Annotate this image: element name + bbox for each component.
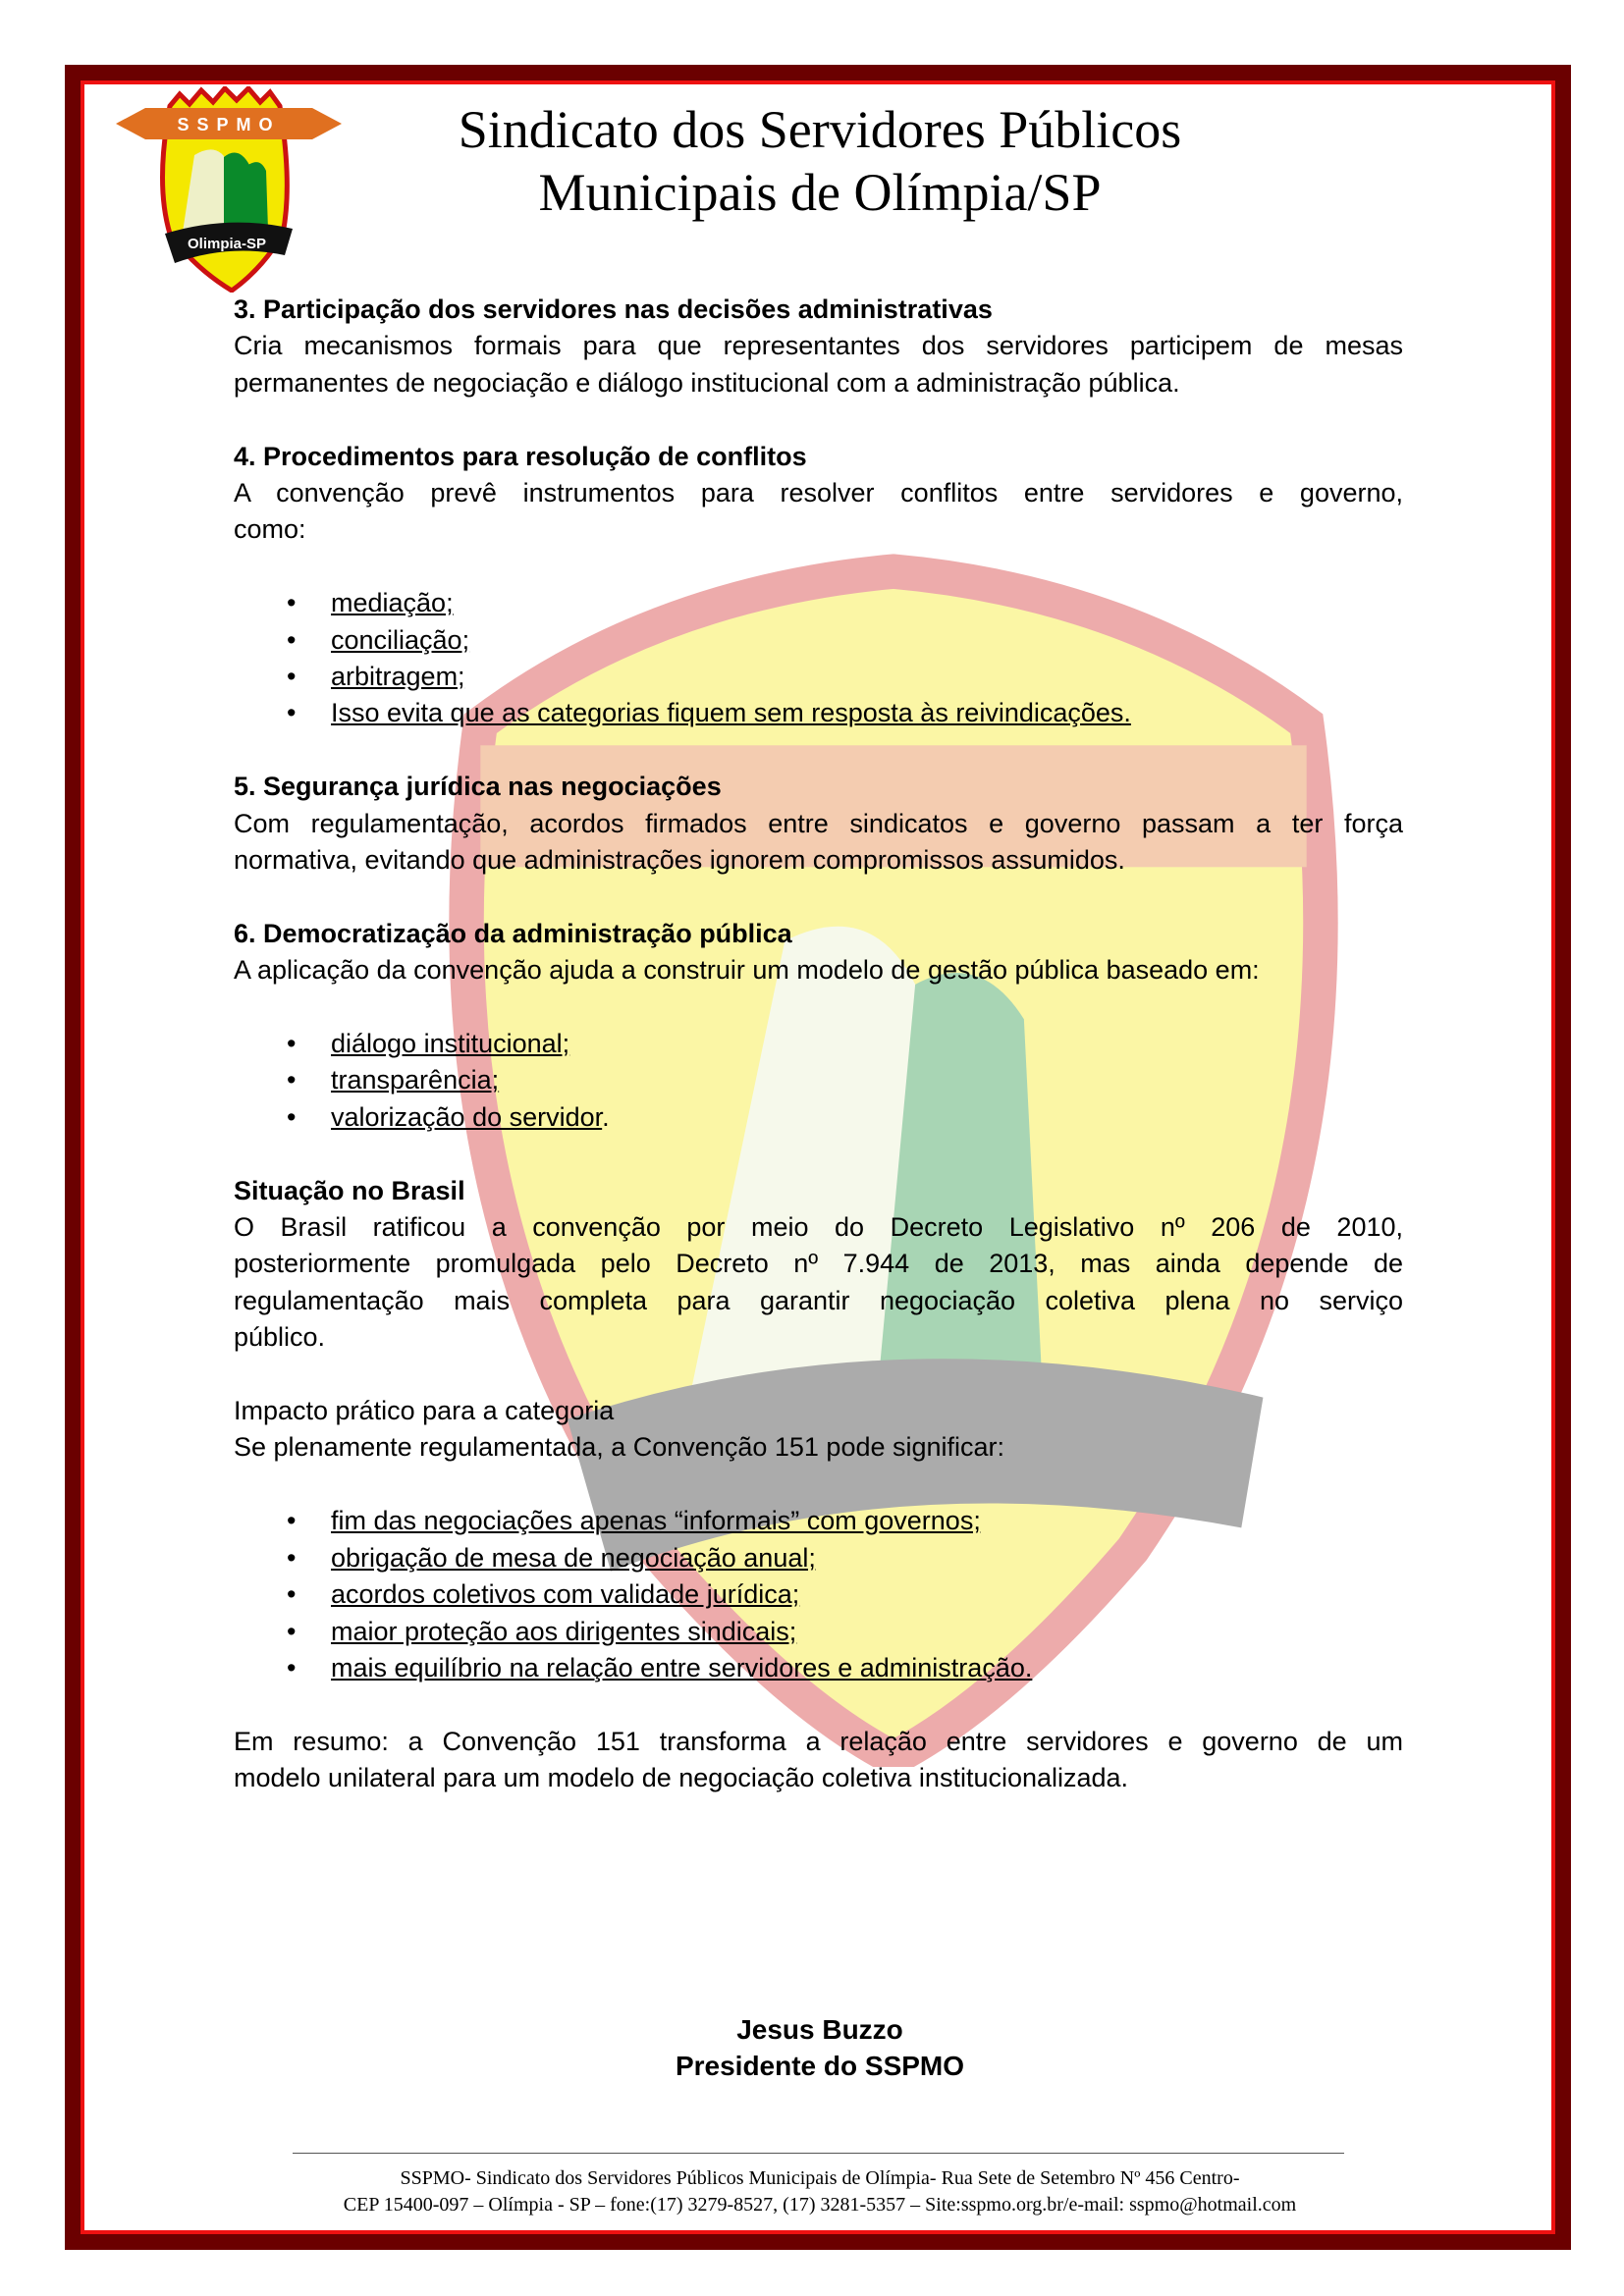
title-line-1: Sindicato dos Servidores Públicos: [458, 100, 1182, 159]
paragraph-line: posteriormente promulgada pelo Decreto nº 7.944 de 2013, mas ainda depende de: [234, 1249, 1403, 1279]
footer: [196, 2165, 1443, 2218]
bullet-list: [234, 1503, 1403, 1686]
paragraph-line: A aplicação da convenção ajuda a construir um modelo de gestão pública baseado em:: [234, 955, 1260, 986]
section-heading: 5. Segurança jurídica nas negociações: [234, 772, 722, 802]
svg-text:Olimpia-SP: Olimpia-SP: [187, 236, 267, 252]
section-heading: 4. Procedimentos para resolução de conflitos: [234, 441, 807, 471]
list-item: • conciliação;: [234, 622, 1403, 659]
list-item: • mediação;: [234, 585, 1403, 621]
paragraph-line: Cria mecanismos formais para que representantes dos servidores participem de mesas: [234, 331, 1403, 361]
footer-divider: [293, 2153, 1344, 2154]
list-item: • acordos coletivos com validade jurídica;: [234, 1576, 1403, 1613]
paragraph-line: O Brasil ratificou a convenção por meio do Decreto Legislativo nº 206 de 2010,: [234, 1212, 1403, 1243]
signature-role: Presidente do SSPMO: [675, 2051, 965, 2081]
signature-name: Jesus Buzzo: [736, 2014, 903, 2045]
section-heading: 6. Democratização da administração pública: [234, 918, 792, 948]
signature-block: [525, 2011, 1114, 2084]
paragraph-line: Com regulamentação, acordos firmados entre sindicatos e governo passam a ter força: [234, 808, 1403, 838]
paragraph-line: A convenção prevê instrumentos para resolver conflitos entre servidores e governo,: [234, 478, 1403, 508]
paragraph-line: regulamentação mais completa para garantir negociação coletiva plena no serviço: [234, 1285, 1403, 1315]
list-item: • diálogo institucional;: [234, 1026, 1403, 1062]
section-heading: 3. Participação dos servidores nas decisões administrativas: [234, 294, 993, 324]
paragraph-line: modelo unilateral para um modelo de negociação coletiva institucionalizada.: [234, 1763, 1129, 1793]
paragraph-line: Se plenamente regulamentada, a Convenção 151 pode significar:: [234, 1432, 1005, 1463]
list-item: • arbitragem;: [234, 659, 1403, 695]
document-body: [234, 292, 1403, 1797]
paragraph-line: público.: [234, 1322, 326, 1353]
sspmo-logo: [116, 86, 342, 293]
bullet-list: [234, 585, 1403, 732]
paragraph-line: Em resumo: a Convenção 151 transforma a relação entre servidores e governo de um: [234, 1726, 1403, 1756]
paragraph-line: Impacto prático para a categoria: [234, 1396, 615, 1426]
list-item: • Isso evita que as categorias fiquem sem resposta às reivindicações.: [234, 695, 1403, 731]
list-item: • maior proteção aos dirigentes sindicais;: [234, 1614, 1403, 1650]
paragraph-line: normativa, evitando que administrações ignorem compromissos assumidos.: [234, 845, 1125, 876]
list-item: • transparência;: [234, 1062, 1403, 1098]
list-item: • obrigação de mesa de negociação anual;: [234, 1540, 1403, 1576]
page-title: [412, 98, 1227, 224]
footer-line-1: SSPMO- Sindicato dos Servidores Públicos Municipais de Olímpia- Rua Sete de Setembro Nº 456 Centro-: [400, 2167, 1240, 2189]
list-item: • fim das negociações apenas “informais” com governos;: [234, 1503, 1403, 1539]
footer-line-2: CEP 15400-097 – Olímpia - SP – fone:(17) 3279-8527, (17) 3281-5357 – Site:sspmo.org.br/e-mail: sspmo@hotmail.com: [343, 2194, 1297, 2216]
section-heading: Situação no Brasil: [234, 1175, 465, 1205]
paragraph-line: como:: [234, 514, 306, 545]
title-line-2: Municipais de Olímpia/SP: [538, 163, 1102, 222]
paragraph-line: permanentes de negociação e diálogo institucional com a administração pública.: [234, 367, 1180, 398]
bullet-list: [234, 1026, 1403, 1136]
list-item: • mais equilíbrio na relação entre servidores e administração.: [234, 1650, 1403, 1686]
list-item: • valorização do servidor.: [234, 1099, 1403, 1136]
svg-text:SSPMO: SSPMO: [177, 115, 281, 134]
